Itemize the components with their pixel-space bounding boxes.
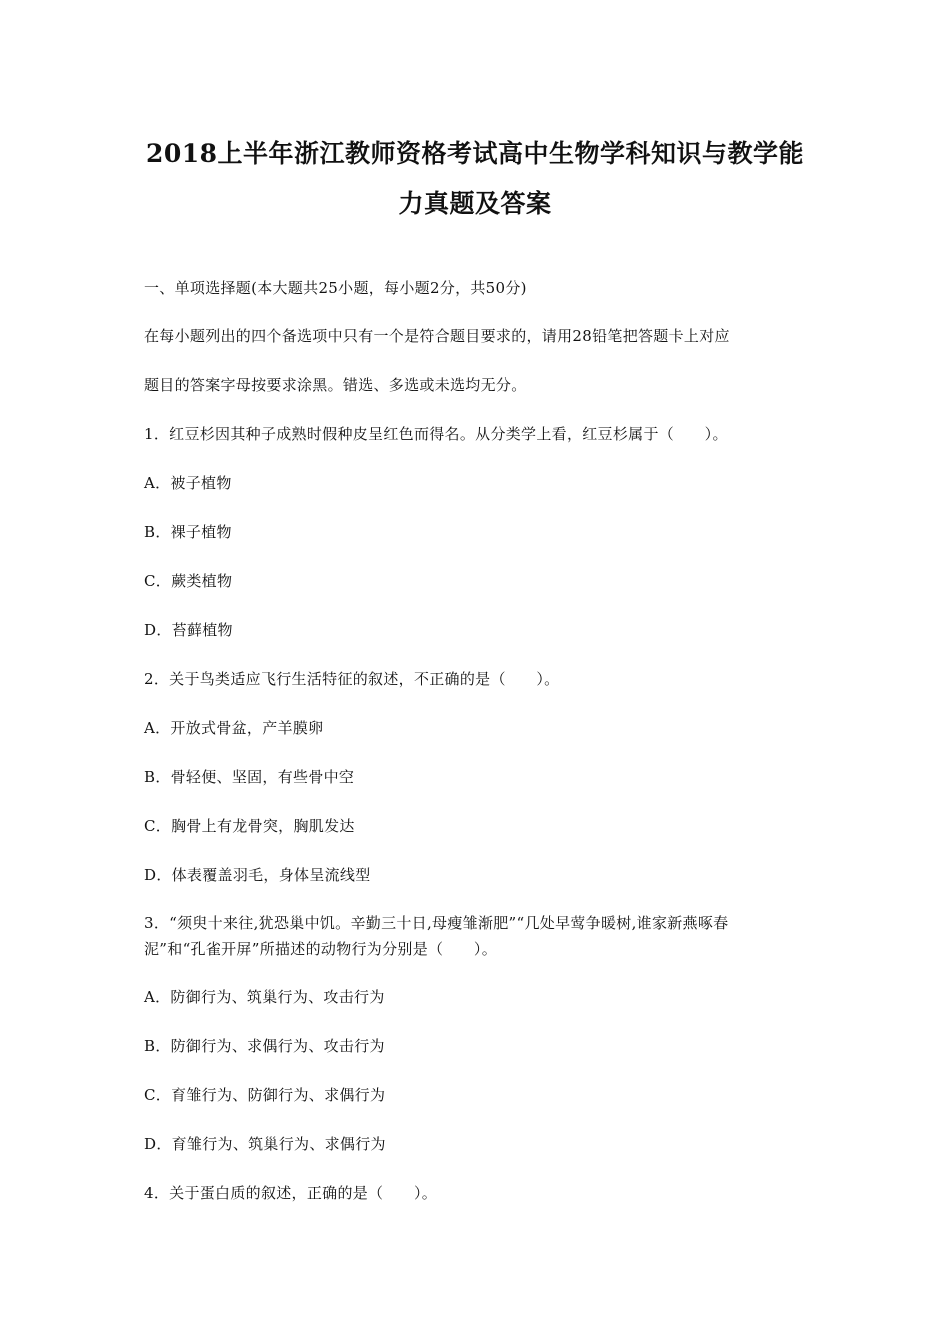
question-3-option-a: A．防御行为、筑巢行为、攻击行为 [144,988,385,1006]
document-title-line-1: 2018上半年浙江教师资格考试高中生物学科知识与教学能 [145,139,805,168]
question-4-stem: 4．关于蛋白质的叙述，正确的是（ ）。 [144,1184,438,1202]
question-1-option-d: D．苔藓植物 [144,621,233,639]
question-1-option-b: B．裸子植物 [144,523,232,541]
section-heading: 一、单项选择题(本大题共25小题，每小题2分，共50分) [144,279,527,297]
question-3-stem-line-1: 3．“须臾十来往,犹恐巢中饥。辛勤三十日,母瘦雏渐肥”“几处早莺争暖树,谁家新燕啄春 [144,914,729,932]
instruction-line-1: 在每小题列出的四个备选项中只有一个是符合题目要求的，请用28铅笔把答题卡上对应 [144,327,730,345]
instruction-line-2: 题目的答案字母按要求涂黑。错选、多选或未选均无分。 [144,376,527,394]
question-2-option-b: B．骨轻便、坚固，有些骨中空 [144,768,355,786]
question-2-option-d: D．体表覆盖羽毛，身体呈流线型 [144,866,371,884]
question-1-option-a: A．被子植物 [144,474,232,492]
question-3-option-d: D．育雏行为、筑巢行为、求偶行为 [144,1135,386,1153]
question-2-option-a: A．开放式骨盆，产羊膜卵 [144,719,324,737]
question-2-stem: 2．关于鸟类适应飞行生活特征的叙述，不正确的是（ ）。 [144,670,560,688]
question-3-stem-line-2: 泥”和“孔雀开屏”所描述的动物行为分别是（ ）。 [144,940,498,958]
question-2-option-c: C．胸骨上有龙骨突，胸肌发达 [144,817,355,835]
question-1-option-c: C．蕨类植物 [144,572,233,590]
question-3-option-b: B．防御行为、求偶行为、攻击行为 [144,1037,385,1055]
document-title-line-2: 力真题及答案 [398,189,552,218]
question-3-option-c: C．育雏行为、防御行为、求偶行为 [144,1086,386,1104]
question-1-stem: 1．红豆杉因其种子成熟时假种皮呈红色而得名。从分类学上看，红豆杉属于（ ）。 [144,425,728,443]
